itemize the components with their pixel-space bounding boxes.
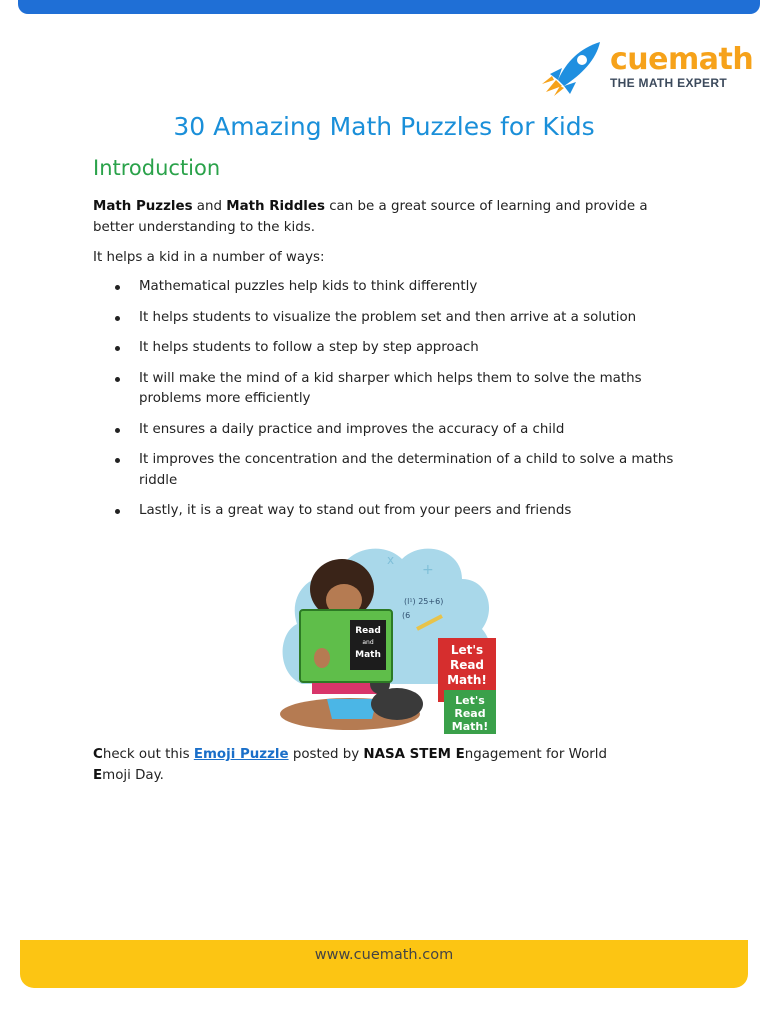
book-text: and bbox=[362, 639, 374, 646]
bullet-icon bbox=[115, 458, 120, 463]
svg-text:(l¹) 25+6): (l¹) 25+6) bbox=[404, 597, 444, 606]
list-item-text: It will make the mind of a kid sharper which helps them to solve the maths problems more efficiently bbox=[139, 370, 642, 406]
intro-paragraph bbox=[93, 196, 683, 238]
list-item bbox=[93, 338, 693, 359]
check-out-text: heck out this bbox=[102, 747, 194, 762]
bullet-icon bbox=[115, 509, 120, 514]
poster-text: Let's bbox=[450, 643, 484, 657]
svg-text:+: + bbox=[422, 562, 434, 578]
svg-text:(6: (6 bbox=[402, 611, 411, 620]
logo-tagline: THE MATH EXPERT bbox=[610, 76, 727, 90]
logo-wordmark: cuemath bbox=[610, 42, 754, 77]
poster-text: Let's bbox=[455, 694, 485, 707]
footer-url[interactable]: www.cuemath.com bbox=[314, 947, 454, 963]
bullet-icon bbox=[115, 285, 120, 290]
benefits-list bbox=[93, 277, 693, 532]
intro-bold-term: Math Riddles bbox=[226, 199, 325, 214]
section-heading: Introduction bbox=[93, 156, 221, 180]
page-title: 30 Amazing Math Puzzles for Kids bbox=[173, 112, 595, 141]
svg-text:x: x bbox=[387, 553, 395, 567]
check-out-text: posted by bbox=[288, 747, 364, 762]
list-item bbox=[93, 369, 693, 410]
list-item-text: It helps students to follow a step by step approach bbox=[139, 340, 479, 355]
poster-text: Read bbox=[449, 658, 485, 672]
book-text: Math bbox=[355, 650, 381, 660]
check-out-bold: E bbox=[93, 768, 103, 783]
list-item bbox=[93, 450, 693, 491]
list-item-text: Mathematical puzzles help kids to think differently bbox=[139, 279, 478, 294]
list-item bbox=[93, 501, 693, 522]
top-accent-bar bbox=[18, 0, 760, 14]
kid-reading-illustration bbox=[272, 534, 502, 738]
intro-rest-text: can be a great source of learning and provide a better understanding to the kids. bbox=[93, 199, 648, 235]
bullet-icon bbox=[115, 346, 120, 351]
list-item-text: It ensures a daily practice and improves the accuracy of a child bbox=[139, 421, 565, 437]
bullet-icon bbox=[115, 316, 120, 321]
footer-bar bbox=[20, 940, 748, 988]
check-out-bold: C bbox=[93, 747, 103, 762]
check-out-bold: NASA STEM E bbox=[363, 747, 465, 762]
list-item-text: It helps students to visualize the problem set and then arrive at a solution bbox=[139, 309, 637, 325]
poster-text: Math! bbox=[447, 673, 487, 687]
check-out-text: ngagement for World bbox=[464, 747, 607, 762]
emoji-puzzle-link[interactable]: Emoji Puzzle bbox=[193, 747, 289, 762]
list-item bbox=[93, 277, 693, 298]
book-text: Read bbox=[355, 626, 381, 636]
bullet-icon bbox=[115, 428, 120, 433]
list-item bbox=[93, 308, 693, 329]
helps-text: It helps a kid in a number of ways: bbox=[93, 250, 325, 265]
rocket-icon bbox=[540, 40, 604, 98]
list-item bbox=[93, 420, 693, 441]
poster-text: Read bbox=[454, 707, 486, 720]
poster-text: Math! bbox=[451, 720, 489, 733]
cuemath-logo[interactable] bbox=[540, 40, 754, 100]
list-item-text: It improves the concentration and the determination of a child to solve a maths riddle bbox=[139, 452, 674, 488]
intro-bold-term: Math Puzzles bbox=[93, 199, 193, 214]
check-out-text: moji Day. bbox=[102, 768, 164, 783]
check-out-paragraph bbox=[93, 744, 693, 786]
bullet-icon bbox=[115, 377, 120, 382]
list-item-text: Lastly, it is a great way to stand out from your peers and friends bbox=[139, 503, 572, 518]
intro-connector: and bbox=[192, 199, 227, 214]
